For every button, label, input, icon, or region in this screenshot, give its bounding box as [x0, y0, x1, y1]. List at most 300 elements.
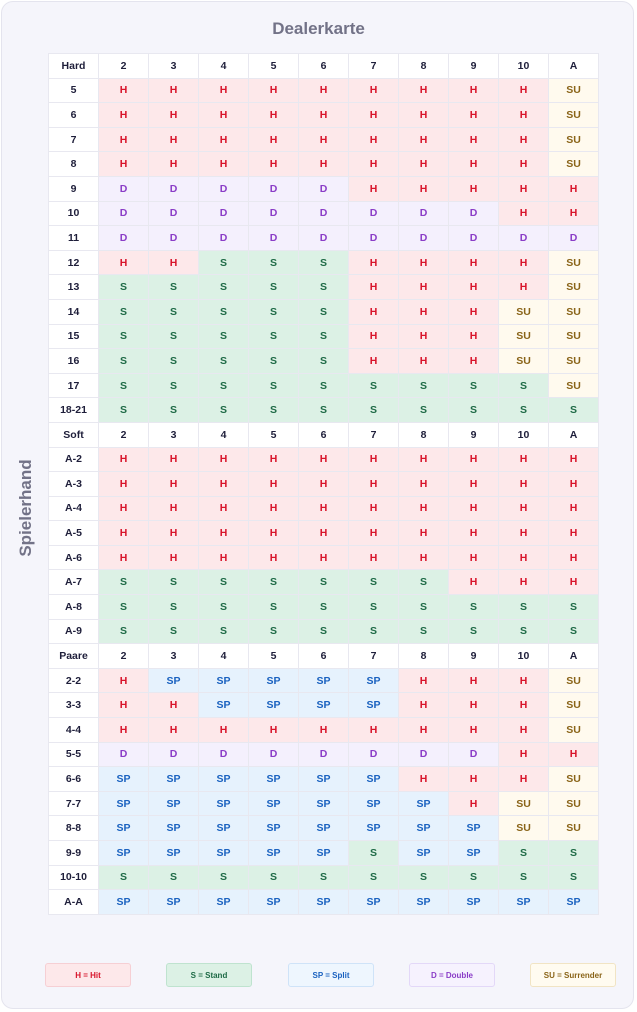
strategy-cell: S — [149, 349, 199, 374]
strategy-cell: H — [449, 693, 499, 718]
strategy-cell: SU — [549, 299, 599, 324]
strategy-cell: SU — [549, 275, 599, 300]
strategy-cell: H — [499, 496, 549, 521]
strategy-cell: SP — [449, 890, 499, 915]
player-hand-label: A-A — [49, 890, 99, 915]
strategy-cell: H — [549, 742, 599, 767]
strategy-cell: SP — [499, 890, 549, 915]
table-row — [49, 127, 599, 152]
strategy-cell: H — [349, 103, 399, 128]
strategy-cell: H — [399, 718, 449, 743]
strategy-cell: H — [399, 78, 449, 103]
strategy-cell: S — [299, 570, 349, 595]
strategy-cell: SP — [149, 816, 199, 841]
strategy-cell: H — [299, 78, 349, 103]
strategy-cell: H — [249, 447, 299, 472]
strategy-cell: S — [349, 595, 399, 620]
strategy-cell: H — [299, 718, 349, 743]
table-row — [49, 841, 599, 866]
strategy-cell: S — [399, 619, 449, 644]
strategy-cell: S — [499, 841, 549, 866]
strategy-cell: S — [549, 841, 599, 866]
table-row — [49, 78, 599, 103]
strategy-cell: S — [99, 349, 149, 374]
strategy-cell: S — [149, 373, 199, 398]
table-row — [49, 570, 599, 595]
strategy-cell: SP — [199, 693, 249, 718]
dealer-card-header: 6 — [299, 422, 349, 447]
strategy-cell: S — [199, 595, 249, 620]
strategy-cell: H — [549, 176, 599, 201]
strategy-cell: SP — [299, 791, 349, 816]
strategy-cell: H — [299, 447, 349, 472]
dealer-card-header: 2 — [99, 54, 149, 79]
strategy-cell: H — [449, 496, 499, 521]
strategy-cell: SU — [499, 349, 549, 374]
player-hand-label: A-5 — [49, 521, 99, 546]
strategy-cell: H — [499, 472, 549, 497]
dealer-card-header: 5 — [249, 54, 299, 79]
strategy-cell: SP — [199, 791, 249, 816]
strategy-cell: D — [199, 201, 249, 226]
strategy-cell: H — [199, 521, 249, 546]
table-row — [49, 349, 599, 374]
strategy-cell: SU — [549, 718, 599, 743]
table-row — [49, 152, 599, 177]
strategy-cell: H — [349, 152, 399, 177]
strategy-cell: D — [449, 742, 499, 767]
strategy-cell: H — [349, 472, 399, 497]
strategy-cell: S — [99, 619, 149, 644]
strategy-cell: H — [349, 299, 399, 324]
strategy-cell: S — [299, 349, 349, 374]
strategy-cell: H — [499, 447, 549, 472]
strategy-cell: SU — [549, 324, 599, 349]
strategy-cell: D — [99, 226, 149, 251]
strategy-cell: SP — [149, 668, 199, 693]
strategy-cell: S — [449, 595, 499, 620]
strategy-cell: D — [249, 226, 299, 251]
player-hand-label: 9-9 — [49, 841, 99, 866]
strategy-cell: D — [99, 201, 149, 226]
strategy-cell: H — [99, 718, 149, 743]
strategy-cell: H — [249, 103, 299, 128]
strategy-cell: H — [449, 299, 499, 324]
strategy-cell: S — [399, 595, 449, 620]
strategy-cell: H — [249, 545, 299, 570]
strategy-cell: H — [249, 496, 299, 521]
strategy-cell: SP — [249, 890, 299, 915]
legend-item: S = Stand — [166, 963, 252, 987]
strategy-cell: H — [199, 127, 249, 152]
table-row — [49, 275, 599, 300]
strategy-cell: H — [399, 349, 449, 374]
strategy-cell: SP — [549, 890, 599, 915]
table-row — [49, 767, 599, 792]
strategy-cell: H — [299, 152, 349, 177]
table-row — [49, 718, 599, 743]
strategy-cell: SU — [549, 668, 599, 693]
dealer-card-header: 3 — [149, 54, 199, 79]
strategy-cell: S — [499, 595, 549, 620]
strategy-cell: D — [449, 201, 499, 226]
strategy-cell: S — [249, 349, 299, 374]
strategy-cell: SP — [299, 767, 349, 792]
strategy-cell: H — [549, 521, 599, 546]
strategy-cell: H — [399, 127, 449, 152]
dealer-card-header: 10 — [499, 644, 549, 669]
strategy-cell: H — [399, 299, 449, 324]
strategy-cell: S — [99, 570, 149, 595]
strategy-cell: S — [449, 619, 499, 644]
strategy-cell: S — [249, 595, 299, 620]
strategy-cell: S — [149, 299, 199, 324]
strategy-cell: S — [149, 324, 199, 349]
strategy-cell: D — [399, 201, 449, 226]
strategy-cell: SP — [99, 791, 149, 816]
strategy-cell: SP — [299, 890, 349, 915]
strategy-cell: H — [349, 250, 399, 275]
strategy-cell: H — [199, 78, 249, 103]
strategy-cell: H — [499, 127, 549, 152]
strategy-cell: D — [299, 226, 349, 251]
strategy-cell: H — [149, 447, 199, 472]
strategy-cell: S — [199, 299, 249, 324]
strategy-cell: SP — [299, 668, 349, 693]
strategy-cell: H — [449, 275, 499, 300]
strategy-cell: S — [249, 373, 299, 398]
player-hand-label: A-4 — [49, 496, 99, 521]
player-hand-label: 18-21 — [49, 398, 99, 423]
strategy-cell: H — [199, 152, 249, 177]
strategy-cell: SU — [549, 767, 599, 792]
strategy-cell: H — [499, 742, 549, 767]
table-row — [49, 619, 599, 644]
strategy-cell: S — [349, 865, 399, 890]
strategy-cell: SP — [349, 890, 399, 915]
dealer-card-header: 9 — [449, 422, 499, 447]
strategy-cell: SP — [99, 816, 149, 841]
dealer-card-header: 9 — [449, 54, 499, 79]
player-hand-label: 12 — [49, 250, 99, 275]
strategy-cell: S — [449, 865, 499, 890]
strategy-cell: SU — [499, 791, 549, 816]
strategy-cell: H — [149, 127, 199, 152]
strategy-cell: SU — [549, 78, 599, 103]
strategy-cell: H — [399, 496, 449, 521]
player-hand-label: 8-8 — [49, 816, 99, 841]
strategy-cell: SP — [349, 816, 399, 841]
strategy-cell: H — [349, 545, 399, 570]
strategy-cell: S — [299, 250, 349, 275]
y-axis-label: Spielerhand — [16, 459, 35, 557]
strategy-cell: H — [449, 127, 499, 152]
strategy-cell: D — [149, 176, 199, 201]
strategy-cell: H — [149, 472, 199, 497]
strategy-cell: SU — [549, 250, 599, 275]
table-row — [49, 398, 599, 423]
strategy-cell: S — [99, 865, 149, 890]
strategy-cell: D — [549, 226, 599, 251]
strategy-cell: S — [299, 398, 349, 423]
strategy-cell: H — [349, 349, 399, 374]
strategy-cell: S — [299, 275, 349, 300]
strategy-cell: SP — [299, 693, 349, 718]
table-row — [49, 447, 599, 472]
dealer-card-header: 6 — [299, 54, 349, 79]
strategy-cell: H — [149, 152, 199, 177]
strategy-cell: H — [99, 521, 149, 546]
strategy-cell: D — [199, 226, 249, 251]
strategy-cell: H — [149, 496, 199, 521]
section-title: Soft — [49, 422, 99, 447]
strategy-cell: SP — [149, 791, 199, 816]
strategy-cell: S — [99, 275, 149, 300]
strategy-cell: H — [449, 668, 499, 693]
strategy-cell: S — [249, 250, 299, 275]
strategy-cell: H — [99, 127, 149, 152]
dealer-card-header: 5 — [249, 422, 299, 447]
table-row — [49, 595, 599, 620]
strategy-cell: SU — [549, 127, 599, 152]
table-row — [49, 201, 599, 226]
player-hand-label: 5-5 — [49, 742, 99, 767]
strategy-cell: S — [249, 619, 299, 644]
strategy-cell: H — [149, 103, 199, 128]
strategy-cell: D — [199, 742, 249, 767]
strategy-cell: H — [249, 127, 299, 152]
dealer-card-header: 8 — [399, 54, 449, 79]
strategy-cell: H — [449, 349, 499, 374]
strategy-cell: H — [149, 718, 199, 743]
table-row — [49, 496, 599, 521]
strategy-cell: S — [199, 619, 249, 644]
strategy-cell: H — [399, 447, 449, 472]
section-title: Hard — [49, 54, 99, 79]
table-row — [49, 865, 599, 890]
strategy-cell: D — [299, 201, 349, 226]
table-row — [49, 791, 599, 816]
strategy-cell: S — [449, 373, 499, 398]
strategy-cell: SP — [399, 841, 449, 866]
strategy-cell: H — [249, 472, 299, 497]
strategy-cell: H — [499, 275, 549, 300]
strategy-cell: S — [149, 398, 199, 423]
strategy-cell: H — [449, 570, 499, 595]
player-hand-label: A-3 — [49, 472, 99, 497]
strategy-cell: H — [399, 472, 449, 497]
strategy-cell: H — [499, 103, 549, 128]
strategy-cell: H — [99, 103, 149, 128]
strategy-cell: SU — [549, 349, 599, 374]
strategy-cell: H — [449, 250, 499, 275]
strategy-cell: SP — [399, 890, 449, 915]
strategy-cell: SP — [149, 767, 199, 792]
table-row — [49, 324, 599, 349]
strategy-cell: S — [349, 619, 399, 644]
strategy-cell: D — [99, 176, 149, 201]
strategy-table — [48, 53, 599, 915]
strategy-cell: H — [499, 250, 549, 275]
dealer-card-header: 6 — [299, 644, 349, 669]
strategy-cell: S — [149, 275, 199, 300]
strategy-cell: S — [199, 373, 249, 398]
strategy-cell: H — [449, 521, 499, 546]
strategy-cell: S — [249, 275, 299, 300]
strategy-cell: D — [349, 742, 399, 767]
table-row — [49, 373, 599, 398]
table-row — [49, 890, 599, 915]
strategy-cell: SP — [99, 767, 149, 792]
strategy-cell: H — [99, 545, 149, 570]
strategy-cell: S — [349, 841, 399, 866]
strategy-cell: H — [349, 718, 399, 743]
table-row — [49, 176, 599, 201]
strategy-cell: H — [249, 718, 299, 743]
strategy-cell: H — [349, 324, 399, 349]
strategy-cell: D — [349, 201, 399, 226]
strategy-cell: S — [549, 619, 599, 644]
strategy-cell: S — [549, 595, 599, 620]
dealer-card-header: 10 — [499, 422, 549, 447]
table-row — [49, 693, 599, 718]
strategy-cell: SU — [499, 324, 549, 349]
strategy-cell: H — [399, 250, 449, 275]
strategy-cell: H — [399, 693, 449, 718]
strategy-cell: H — [549, 545, 599, 570]
strategy-cell: S — [299, 865, 349, 890]
strategy-cell: H — [299, 472, 349, 497]
strategy-cell: S — [499, 865, 549, 890]
strategy-cell: H — [449, 103, 499, 128]
strategy-cell: SP — [249, 693, 299, 718]
strategy-cell: SU — [549, 816, 599, 841]
player-hand-label: 8 — [49, 152, 99, 177]
strategy-cell: H — [299, 521, 349, 546]
strategy-cell: SU — [549, 791, 599, 816]
strategy-cell: H — [349, 521, 399, 546]
dealer-card-header: 7 — [349, 54, 399, 79]
section-title: Paare — [49, 644, 99, 669]
table-row — [49, 521, 599, 546]
strategy-cell: S — [399, 570, 449, 595]
strategy-cell: H — [249, 78, 299, 103]
strategy-cell: H — [149, 693, 199, 718]
strategy-cell: H — [449, 176, 499, 201]
strategy-cell: S — [149, 570, 199, 595]
strategy-cell: D — [349, 226, 399, 251]
strategy-cell: H — [499, 521, 549, 546]
strategy-cell: SP — [199, 890, 249, 915]
strategy-cell: S — [199, 865, 249, 890]
strategy-cell: SP — [249, 767, 299, 792]
strategy-cell: S — [199, 398, 249, 423]
player-hand-label: 7-7 — [49, 791, 99, 816]
strategy-cell: D — [149, 226, 199, 251]
strategy-cell: S — [299, 595, 349, 620]
strategy-cell: H — [499, 668, 549, 693]
dealer-card-header: A — [549, 644, 599, 669]
strategy-cell: H — [499, 201, 549, 226]
strategy-cell: H — [449, 718, 499, 743]
strategy-cell: H — [99, 496, 149, 521]
dealer-card-header: 4 — [199, 644, 249, 669]
strategy-cell: H — [549, 570, 599, 595]
strategy-cell: H — [149, 250, 199, 275]
player-hand-label: 7 — [49, 127, 99, 152]
strategy-cell: H — [449, 78, 499, 103]
strategy-cell: SP — [249, 791, 299, 816]
dealer-card-header: 10 — [499, 54, 549, 79]
table-row — [49, 299, 599, 324]
dealer-card-header: 9 — [449, 644, 499, 669]
strategy-cell: S — [299, 299, 349, 324]
strategy-cell: H — [299, 127, 349, 152]
strategy-cell: SP — [449, 816, 499, 841]
strategy-cell: H — [99, 78, 149, 103]
table-row — [49, 472, 599, 497]
strategy-cell: H — [249, 521, 299, 546]
strategy-cell: H — [399, 152, 449, 177]
strategy-cell: SP — [249, 841, 299, 866]
section-header-row — [49, 422, 599, 447]
strategy-cell: SP — [299, 816, 349, 841]
player-hand-label: 6 — [49, 103, 99, 128]
strategy-cell: S — [399, 865, 449, 890]
dealer-card-header: 8 — [399, 422, 449, 447]
strategy-cell: SU — [549, 103, 599, 128]
strategy-cell: S — [99, 373, 149, 398]
strategy-cell: H — [149, 545, 199, 570]
strategy-cell: SP — [399, 791, 449, 816]
strategy-cell: H — [399, 521, 449, 546]
strategy-cell: D — [299, 176, 349, 201]
strategy-cell: D — [99, 742, 149, 767]
strategy-cell: S — [249, 324, 299, 349]
strategy-cell: H — [449, 324, 499, 349]
strategy-cell: SU — [549, 373, 599, 398]
strategy-cell: H — [299, 103, 349, 128]
strategy-cell: S — [299, 324, 349, 349]
player-hand-label: 2-2 — [49, 668, 99, 693]
strategy-cell: S — [299, 373, 349, 398]
strategy-cell: S — [549, 865, 599, 890]
strategy-cell: SU — [499, 299, 549, 324]
strategy-cell: H — [199, 447, 249, 472]
strategy-cell: H — [399, 275, 449, 300]
player-hand-label: 10-10 — [49, 865, 99, 890]
strategy-cell: SU — [549, 152, 599, 177]
strategy-cell: S — [349, 373, 399, 398]
player-hand-label: 16 — [49, 349, 99, 374]
strategy-cell: H — [449, 447, 499, 472]
strategy-cell: H — [149, 521, 199, 546]
player-hand-label: A-7 — [49, 570, 99, 595]
strategy-cell: SU — [549, 693, 599, 718]
strategy-cell: H — [399, 176, 449, 201]
dealer-card-header: 2 — [99, 644, 149, 669]
strategy-cell: S — [249, 865, 299, 890]
strategy-cell: S — [499, 619, 549, 644]
strategy-cell: SP — [199, 668, 249, 693]
dealer-card-header: 3 — [149, 422, 199, 447]
strategy-cell: H — [199, 472, 249, 497]
dealer-card-header: 4 — [199, 422, 249, 447]
strategy-cell: D — [249, 742, 299, 767]
table-row — [49, 668, 599, 693]
table-row — [49, 816, 599, 841]
strategy-cell: S — [299, 619, 349, 644]
